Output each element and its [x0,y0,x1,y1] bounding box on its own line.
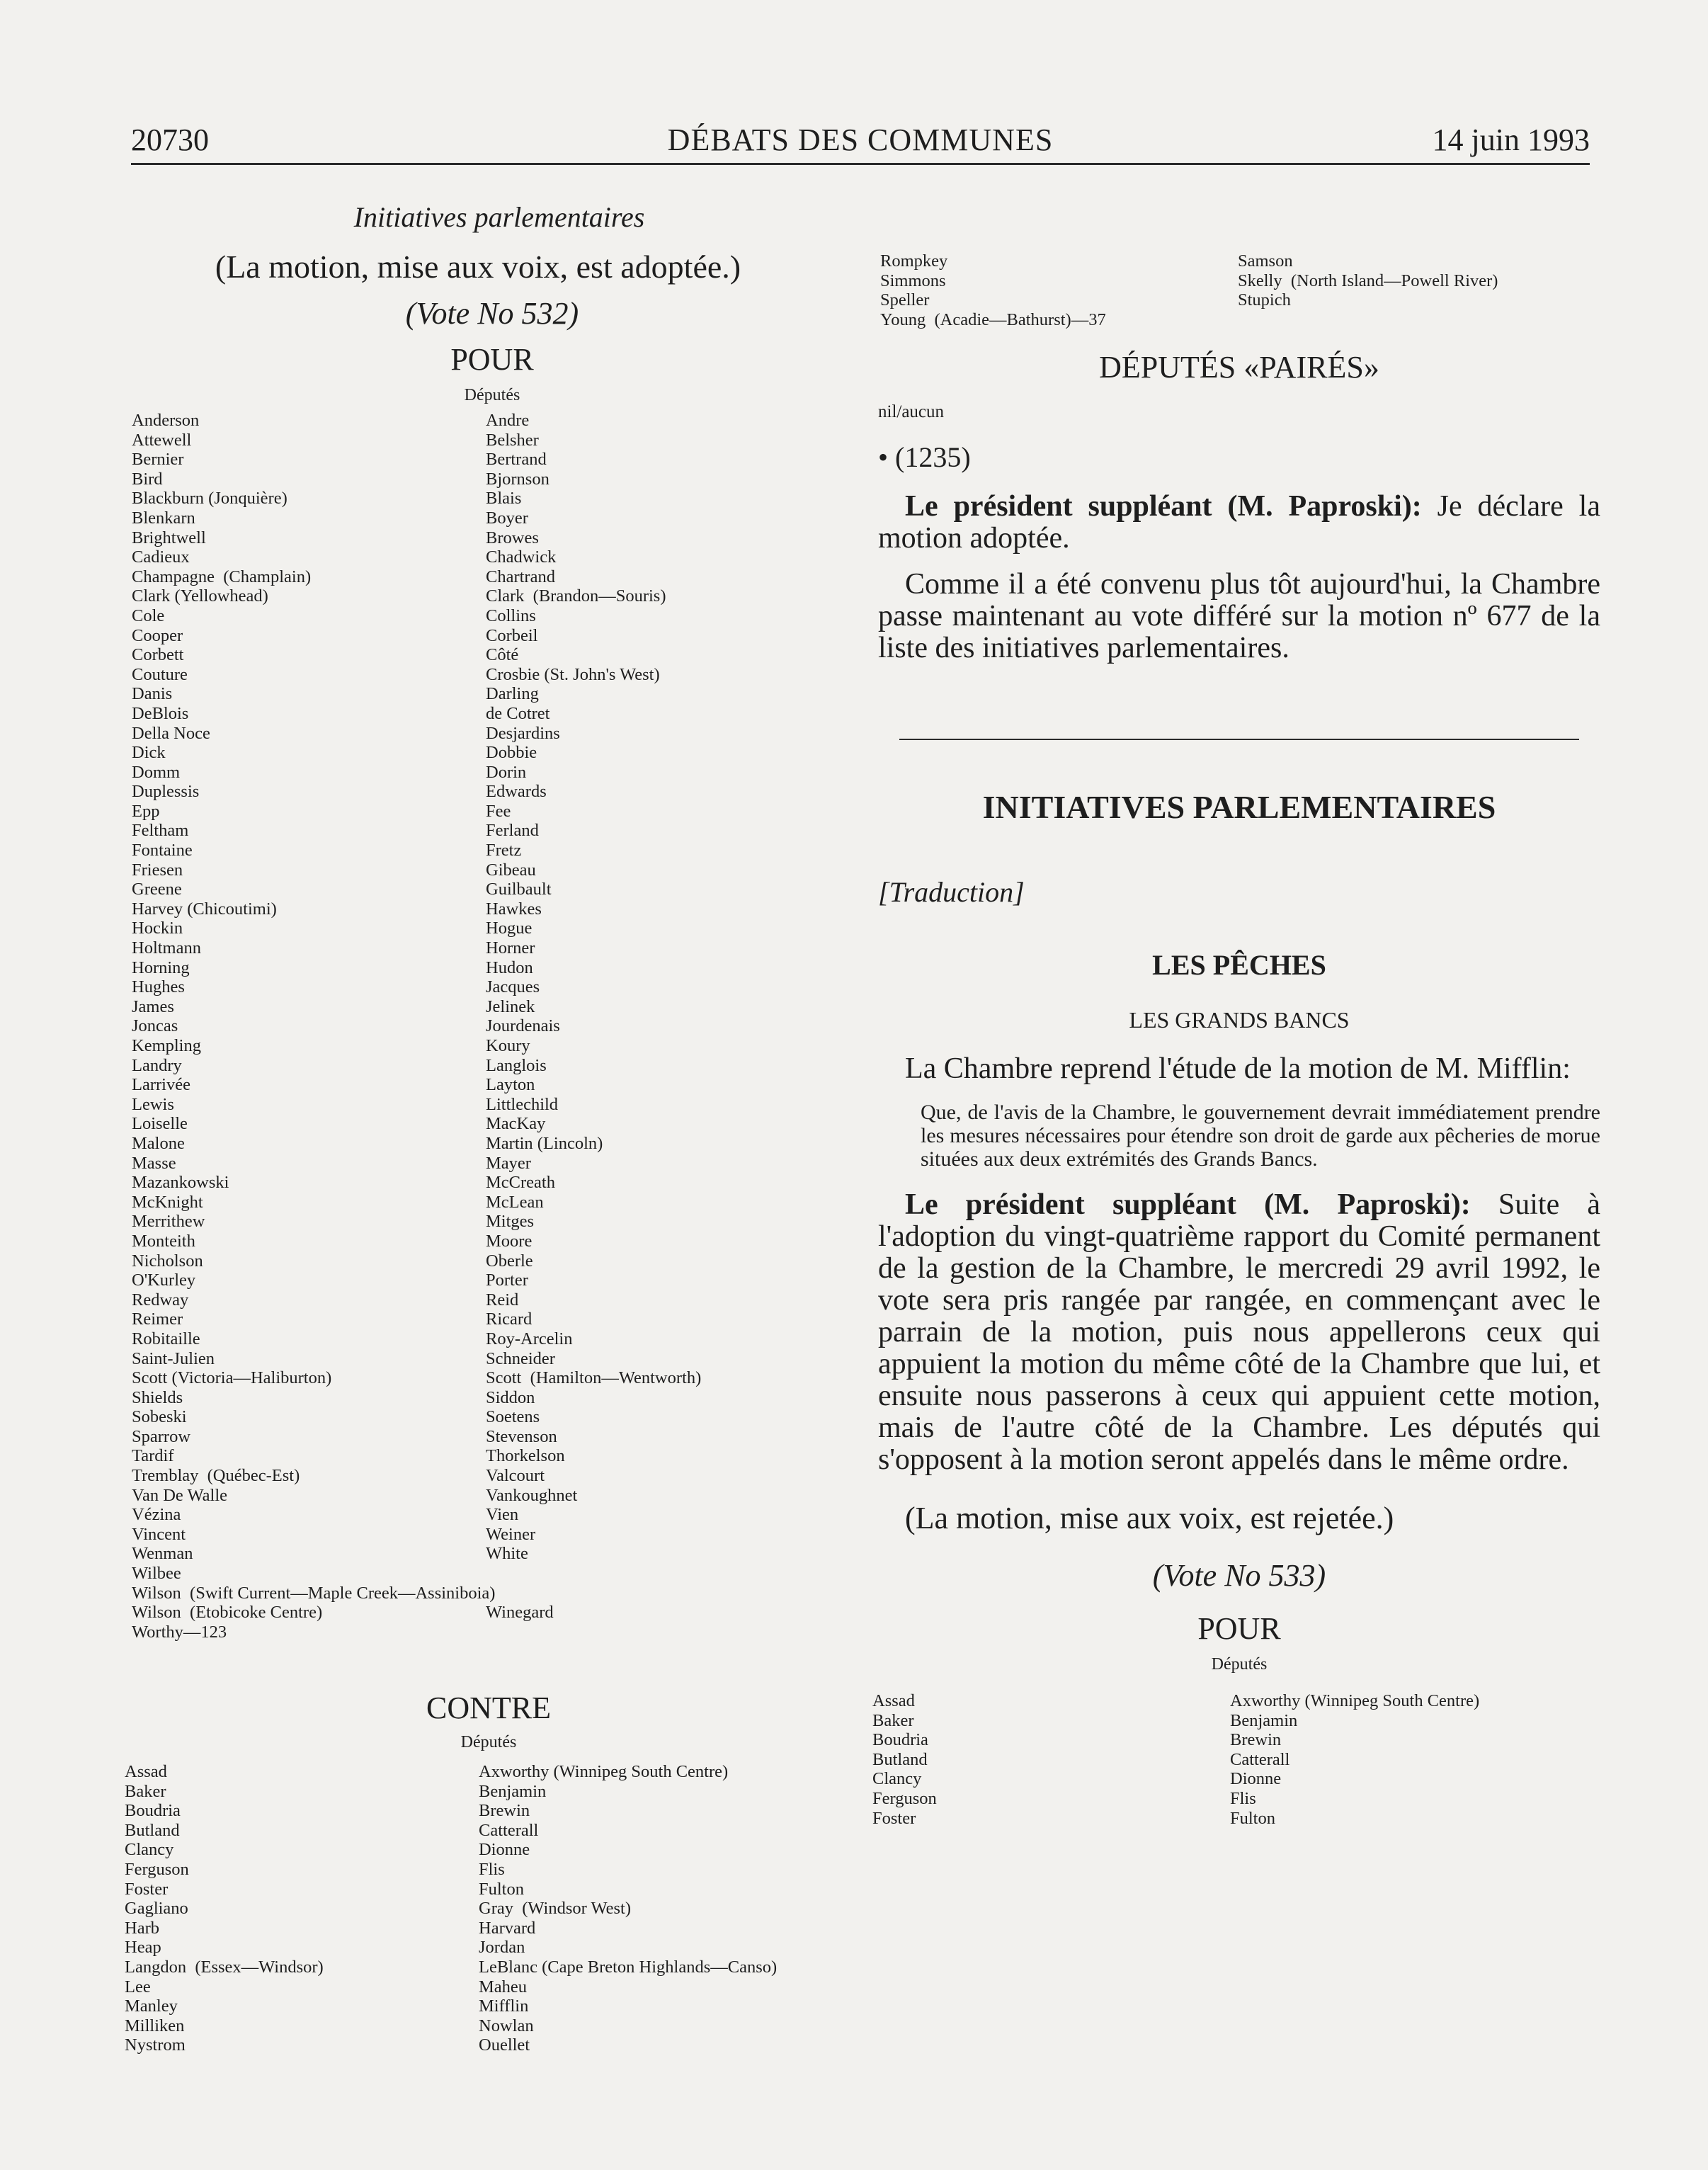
contre-list [125,1762,836,2060]
member-name: Anderson [132,411,200,430]
member-name: Littlechild [486,1094,559,1114]
member-name: Couture [132,664,188,684]
member-name: Fontaine [132,841,193,860]
member-name: Scott (Hamilton—Wentworth) [486,1368,702,1388]
left-column [120,195,836,2060]
member-name: Roy-Arcelin [486,1329,573,1348]
member-name: Monteith [132,1231,195,1251]
contre-list-col1 [125,1762,324,2055]
member-name: Gray (Windsor West) [479,1899,631,1919]
member-name: Ferguson [872,1788,937,1808]
member-name: Weiner [486,1524,536,1544]
member-name: Siddon [486,1387,535,1407]
speaker-text-2: Suite à l'adoption du vingt-quatrième rapport du Comité permanent de la gestion de la Chambre, le mercredi 29 avril 1992, le vote sera pris rangée par rangée, en commençant avec le parrain de la motion, puis nous appellerons ceux qui appuient la motion du même côté de la Chambre que lui, et ensuite nous passerons à ceux qui appuient cette motion, mais de l'autre côté de la Chambre. Les députés qui s'opposent à la motion seront appelés dans le même ordre. [878,1188,1601,1476]
member-name: Jourdenais [486,1016,560,1036]
member-name: Horning [132,958,190,977]
translation-note: [Traduction] [878,876,1025,908]
member-name: Catterall [1230,1749,1290,1769]
speaker-text: Je déclare la motion adoptée. [878,490,1600,555]
member-name: Vincent [132,1524,186,1544]
member-name: Manley [125,1996,178,2016]
member-name: Bernier [132,450,184,470]
member-name: Hogue [486,919,533,938]
member-name: James [132,996,174,1016]
member-name [1238,310,1498,330]
member-name: Collins [486,606,536,625]
member-name: Mazankowski [132,1173,229,1193]
member-name: Tremblay (Québec-Est) [132,1466,300,1486]
section-divider [899,739,1579,740]
member-name: Rompkey [880,251,948,271]
member-name: Brightwell [132,528,206,547]
publication-title: DÉBATS DES COMMUNES [667,123,1054,157]
member-name: Assad [125,1762,167,1781]
section-running-title: Initiatives parlementaires [353,201,645,233]
member-name: Danis [132,684,173,704]
member-name: Desjardins [486,723,560,743]
motion-result-2: (La motion, mise aux voix, est rejetée.) [905,1501,1394,1535]
member-name: Bjornson [486,469,550,489]
member-name: Foster [125,1879,169,1899]
member-name: Harb [125,1918,159,1938]
member-name: Skelly (North Island—Powell River) [1238,271,1498,290]
member-name: Stevenson [486,1426,557,1446]
member-name: McKnight [132,1192,203,1212]
deputes-label-2: Députés [1211,1655,1268,1674]
member-name: Butland [125,1820,180,1840]
member-name: Valcourt [486,1466,545,1486]
subtopic-heading: LES GRANDS BANCS [1129,1007,1350,1033]
page-header [131,119,1590,159]
pour-heading-2: POUR [1197,1611,1281,1646]
member-name: LeBlanc (Cape Breton Highlands—Canso) [479,1957,778,1977]
contre-list-continued [880,251,1600,331]
member-name: Reid [486,1290,519,1310]
member-name: White [486,1544,528,1564]
member-name: Nicholson [132,1251,203,1271]
member-name: Domm [132,762,181,782]
member-name: Oberle [486,1251,533,1271]
member-name: Corbeil [486,625,538,645]
member-name: Schneider [486,1348,555,1368]
member-name: Feltham [132,821,189,841]
member-name: Jelinek [486,996,535,1016]
member-name: Gibeau [486,860,536,880]
member-name: O'Kurley [132,1271,196,1290]
member-name: Harvey (Chicoutimi) [132,899,277,919]
member-name: Fee [486,801,511,821]
speaker-statement-2 [878,1189,1600,1476]
member-name: Bertrand [486,450,547,470]
member-name: Vankoughnet [486,1485,578,1505]
member-name: Reimer [132,1310,183,1329]
member-name: Axworthy (Winnipeg South Centre) [1230,1691,1480,1710]
member-name: Vézina [132,1505,181,1525]
pour-list-col1 [132,411,495,1642]
member-name: Côté [486,645,519,665]
member-name: Robitaille [132,1329,200,1348]
member-name: Corbett [132,645,184,665]
member-name: Foster [872,1808,916,1828]
member-name: DeBlois [132,703,189,723]
member-name: Vien [486,1505,519,1525]
member-name [486,1584,701,1603]
member-name: Wilson (Swift Current—Maple Creek—Assiniboia) [132,1583,496,1603]
member-name: Boyer [486,508,528,528]
member-name: Samson [1238,251,1293,271]
member-name: Cooper [132,625,183,645]
member-name: Hughes [132,977,185,997]
member-name: Cole [132,606,165,625]
member-name: Wilbee [132,1564,181,1584]
member-name: Baker [125,1781,166,1801]
page-date: 14 juin 1993 [1432,123,1590,157]
member-name: Wilson (Etobicoke Centre) [132,1603,323,1623]
member-name: Crosbie (St. John's West) [486,664,660,684]
member-name: Browes [486,528,539,547]
right-column [872,251,1601,1833]
member-name: Hudon [486,958,533,977]
member-name: Hockin [132,919,183,938]
topic-heading: LES PÊCHES [1152,949,1326,981]
member-name: Dorin [486,762,527,782]
member-name: Landry [132,1055,182,1075]
member-name: McCreath [486,1173,555,1193]
member-name: Martin (Lincoln) [486,1133,603,1153]
contre-deputes-label: Députés [460,1733,517,1751]
pour-heading: POUR [450,342,534,377]
member-name: Boudria [872,1730,928,1750]
member-name: Dionne [479,1840,530,1860]
member-name: McLean [486,1192,544,1212]
member-name: Baker [872,1710,914,1730]
member-name: Masse [132,1153,176,1173]
member-name: Blackburn (Jonquière) [132,489,287,509]
paragraph-resume-debate: La Chambre reprend l'étude de la motion de M. Mifflin: [905,1052,1571,1085]
member-name: Harvard [479,1918,536,1938]
member-name: Andre [486,411,530,430]
contre-cont-col2 [1238,251,1498,329]
member-name: Benjamin [1230,1710,1298,1730]
member-name: Greene [132,880,182,899]
vote-number-2: (Vote No 533) [1152,1558,1326,1593]
member-name: Dionne [1230,1769,1282,1789]
member-name: Scott (Victoria—Haliburton) [132,1368,332,1388]
member-name: Epp [132,801,160,821]
member-name: Jacques [486,977,540,997]
member-name: Boudria [125,1801,181,1821]
member-name: Porter [486,1271,528,1290]
member-name: Layton [486,1075,535,1095]
member-name: Speller [880,290,930,310]
member-name: Bird [132,469,163,489]
member-name [486,1623,701,1642]
member-name: Clark (Yellowhead) [132,586,268,606]
member-name: Stupich [1238,290,1291,310]
pour-list-2 [872,1691,1600,1833]
member-name: Blais [486,489,522,509]
member-name: Champagne (Champlain) [132,567,312,586]
member-name: Milliken [125,2016,185,2035]
member-name: Wenman [132,1544,193,1564]
member-name: Clancy [872,1769,922,1789]
member-name: Thorkelson [486,1446,565,1466]
member-name: Van De Walle [132,1485,228,1505]
paired-none: nil/aucun [878,402,945,421]
member-name: Flis [479,1859,505,1879]
member-name: Ferland [486,821,539,841]
member-name: Dobbie [486,743,537,763]
member-name: Fulton [479,1879,524,1899]
member-name: Loiselle [132,1114,188,1134]
speaker-statement-1 [878,491,1600,555]
member-name: Belsher [486,430,539,450]
pour-list [132,411,836,1664]
member-name: Redway [132,1290,189,1310]
member-name: Langlois [486,1055,547,1075]
member-name: Gagliano [125,1899,188,1919]
member-name: Butland [872,1749,928,1769]
member-name: MacKay [486,1114,546,1134]
member-name: Mitges [486,1212,535,1232]
member-name: Young (Acadie—Bathurst)—37 [880,309,1106,329]
member-name: Nystrom [125,2035,186,2055]
pour2-list-col1 [872,1691,937,1828]
member-name: de Cotret [486,703,550,723]
member-name: Ouellet [479,2035,530,2055]
member-name: Blenkarn [132,508,195,528]
member-name: Lee [125,1977,151,1996]
member-name: Flis [1230,1788,1256,1808]
speaker-name-2: Le président suppléant (M. Paproski): [905,1188,1471,1221]
member-name: Fretz [486,841,522,860]
vote-number: (Vote No 532) [405,296,579,331]
contre-heading: CONTRE [426,1691,551,1725]
pour2-list-col2 [1230,1691,1479,1828]
member-name: Chadwick [486,547,557,567]
member-name: Brewin [1230,1730,1282,1750]
pour-list-col2 [486,411,701,1642]
member-name: Mayer [486,1153,531,1173]
member-name: Moore [486,1231,533,1251]
member-name: Mifflin [479,1996,529,2016]
paired-heading: DÉPUTÉS «PAIRÉS» [1099,350,1379,385]
deputes-label: Députés [464,386,520,404]
member-name: Kempling [132,1036,201,1055]
member-name: Fulton [1230,1808,1275,1828]
member-name: Hawkes [486,899,542,919]
member-name: Sobeski [132,1407,187,1427]
speaker-name: Le président suppléant (M. Paproski): [905,490,1422,523]
member-name: Della Noce [132,723,210,743]
member-name: Holtmann [132,938,201,958]
member-name: Clancy [125,1840,174,1860]
member-name [486,1564,701,1584]
member-name: Catterall [479,1820,539,1840]
contre-list-col2 [479,1762,777,2055]
member-name: Shields [132,1387,183,1407]
member-name: Simmons [880,271,946,290]
page-number: 20730 [131,123,209,157]
member-name: Attewell [132,430,192,450]
member-name: Ferguson [125,1859,189,1879]
member-name: Malone [132,1133,185,1153]
member-name: Larrivée [132,1075,190,1095]
member-name: Dick [132,743,166,763]
member-name: Tardif [132,1446,174,1466]
contre-cont-col1 [880,251,1106,329]
member-name: Brewin [479,1801,530,1821]
member-name: Nowlan [479,2016,534,2035]
member-name: Duplessis [132,782,200,802]
motion-result: (La motion, mise aux voix, est adoptée.) [215,249,741,285]
member-name: Langdon (Essex—Windsor) [125,1957,324,1977]
member-name: Assad [872,1691,915,1710]
member-name: Jordan [479,1938,525,1958]
member-name: Ricard [486,1310,533,1329]
member-name: Sparrow [132,1426,191,1446]
member-name: Axworthy (Winnipeg South Centre) [479,1762,729,1781]
member-name: Heap [125,1938,161,1958]
header-rule [131,163,1590,165]
member-name: Maheu [479,1977,528,1996]
member-name: Edwards [486,782,547,802]
member-name: Chartrand [486,567,555,586]
member-name: Saint-Julien [132,1348,215,1368]
member-name: Winegard [486,1603,554,1623]
paragraph-deferred-vote: Comme il a été convenu plus tôt aujourd'hui, la Chambre passe maintenant au vote différé sur la motion nº 677 de la liste des initiatives parlementaires. [878,568,1600,664]
member-name: Horner [486,938,535,958]
member-name: Soetens [486,1407,540,1427]
member-name: Joncas [132,1016,178,1036]
motion-quote: Que, de l'avis de la Chambre, le gouvernement devrait immédiatement prendre les mesures nécessaires pour étendre son droit de garde aux pêcheries de morue situées aux deux extrémités des Grands Bancs. [921,1101,1600,1171]
member-name: Merrithew [132,1212,205,1232]
member-name: Clark (Brandon—Souris) [486,586,666,606]
member-name: Lewis [132,1094,174,1114]
time-marker: • (1235) [878,441,971,473]
member-name: Worthy—123 [132,1622,227,1642]
member-name: Darling [486,684,539,704]
member-name: Guilbault [486,880,552,899]
section-heading: INITIATIVES PARLEMENTAIRES [982,789,1496,825]
member-name: Koury [486,1036,530,1055]
member-name: Benjamin [479,1781,547,1801]
member-name: Cadieux [132,547,190,567]
member-name: Friesen [132,860,183,880]
